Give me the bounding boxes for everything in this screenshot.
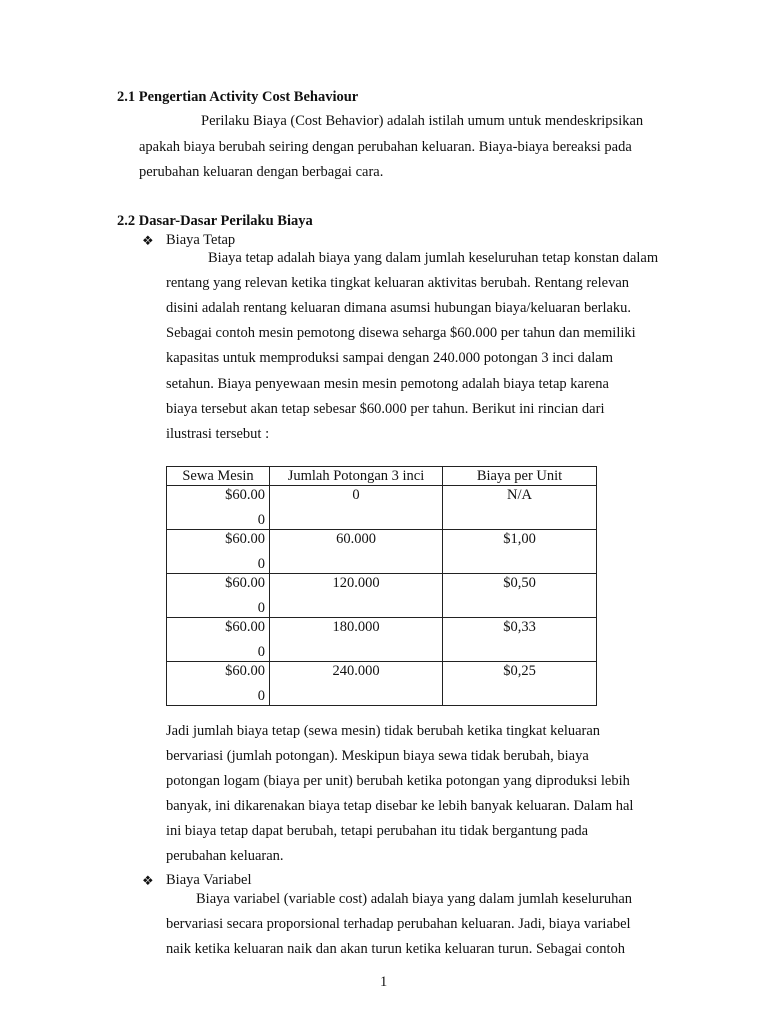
paragraph-line: apakah biaya berubah seiring dengan perubahan keluaran. Biaya-biaya bereaksi pada: [139, 139, 632, 155]
paragraph-line: bervariasi (jumlah potongan). Meskipun biaya sewa tidak berubah, biaya: [166, 748, 589, 764]
table-row: [167, 618, 597, 662]
bullet-title-biaya-variabel: Biaya Variabel: [166, 872, 252, 888]
cell-sewa-mesin: [167, 530, 270, 574]
cell-biaya-per-unit: $1,00: [443, 530, 597, 574]
cell-biaya-per-unit: $0,50: [443, 574, 597, 618]
cell-biaya-per-unit: $0,25: [443, 662, 597, 706]
table-row: [167, 574, 597, 618]
paragraph-line: Biaya tetap adalah biaya yang dalam jumlah keseluruhan tetap konstan dalam: [208, 250, 659, 266]
paragraph-line: setahun. Biaya penyewaan mesin mesin pemotong adalah biaya tetap karena: [166, 376, 609, 392]
cell-sewa-line-1: $60.00: [225, 575, 265, 591]
paragraph-line: Jadi jumlah biaya tetap (sewa mesin) tidak berubah ketika tingkat keluaran: [166, 723, 601, 739]
table-row: [167, 662, 597, 706]
cell-sewa-mesin: [167, 574, 270, 618]
paragraph-line: bervariasi secara proporsional terhadap perubahan keluaran. Jadi, biaya variabel: [166, 916, 631, 932]
paragraph-line: banyak, ini dikarenakan biaya tetap disebar ke lebih banyak keluaran. Dalam hal: [166, 798, 634, 814]
table-header-row: [167, 467, 597, 486]
cell-sewa-line-1: $60.00: [225, 619, 265, 635]
column-header-sewa-mesin: Sewa Mesin: [167, 467, 270, 486]
table-row: [167, 486, 597, 530]
section-heading-2-1: 2.1 Pengertian Activity Cost Behaviour: [117, 89, 359, 105]
section-heading-2-2: 2.2 Dasar-Dasar Perilaku Biaya: [117, 213, 313, 229]
diamond-bullet-icon: ❖: [142, 873, 154, 888]
cell-jumlah-potongan: 180.000: [270, 618, 443, 662]
paragraph-line: Perilaku Biaya (Cost Behavior) adalah istilah umum untuk mendeskripsikan: [201, 113, 644, 129]
cell-sewa-mesin: [167, 486, 270, 530]
cell-sewa-line-1: $60.00: [225, 487, 265, 503]
paragraph-line: potongan logam (biaya per unit) berubah ketika potongan yang diproduksi lebih: [166, 773, 630, 789]
cell-sewa-line-2: 0: [257, 556, 265, 572]
paragraph-line: ilustrasi tersebut :: [166, 426, 270, 442]
paragraph-line: biaya tersebut akan tetap sebesar $60.000 per tahun. Berikut ini rincian dari: [166, 401, 605, 417]
paragraph-line: rentang yang relevan ketika tingkat keluaran aktivitas berubah. Rentang relevan: [166, 275, 630, 291]
paragraph-line: perubahan keluaran dengan berbagai cara.: [139, 164, 384, 180]
cell-biaya-per-unit: $0,33: [443, 618, 597, 662]
paragraph-line: Sebagai contoh mesin pemotong disewa seharga $60.000 per tahun dan memiliki: [166, 325, 636, 341]
cell-sewa-mesin: [167, 618, 270, 662]
paragraph-line: kapasitas untuk memproduksi sampai dengan 240.000 potongan 3 inci dalam: [166, 350, 614, 366]
fixed-cost-table: [166, 466, 597, 706]
cell-sewa-line-2: 0: [257, 600, 265, 616]
column-header-jumlah-potongan: Jumlah Potongan 3 inci: [270, 467, 443, 486]
paragraph-line: naik ketika keluaran naik dan akan turun ketika keluaran turun. Sebagai contoh: [166, 941, 626, 957]
paragraph-line: disini adalah rentang keluaran dimana asumsi hubungan biaya/keluaran berlaku.: [166, 300, 632, 316]
cell-biaya-per-unit: N/A: [443, 486, 597, 530]
cell-sewa-line-2: 0: [257, 644, 265, 660]
column-header-biaya-per-unit: Biaya per Unit: [443, 467, 597, 486]
cell-sewa-line-2: 0: [257, 688, 265, 704]
cell-jumlah-potongan: 240.000: [270, 662, 443, 706]
table-row: [167, 530, 597, 574]
cell-jumlah-potongan: 120.000: [270, 574, 443, 618]
cell-sewa-mesin: [167, 662, 270, 706]
cell-jumlah-potongan: 60.000: [270, 530, 443, 574]
cell-jumlah-potongan: 0: [270, 486, 443, 530]
paragraph-line: Biaya variabel (variable cost) adalah biaya yang dalam jumlah keseluruhan: [196, 891, 633, 907]
paragraph-line: perubahan keluaran.: [166, 848, 284, 864]
paragraph-line: ini biaya tetap dapat berubah, tetapi perubahan itu tidak bergantung pada: [166, 823, 589, 839]
bullet-title-biaya-tetap: Biaya Tetap: [166, 232, 236, 248]
cell-sewa-line-1: $60.00: [225, 531, 265, 547]
cell-sewa-line-2: 0: [257, 512, 265, 528]
page-number: 1: [380, 974, 388, 990]
diamond-bullet-icon: ❖: [142, 233, 154, 248]
cell-sewa-line-1: $60.00: [225, 663, 265, 679]
